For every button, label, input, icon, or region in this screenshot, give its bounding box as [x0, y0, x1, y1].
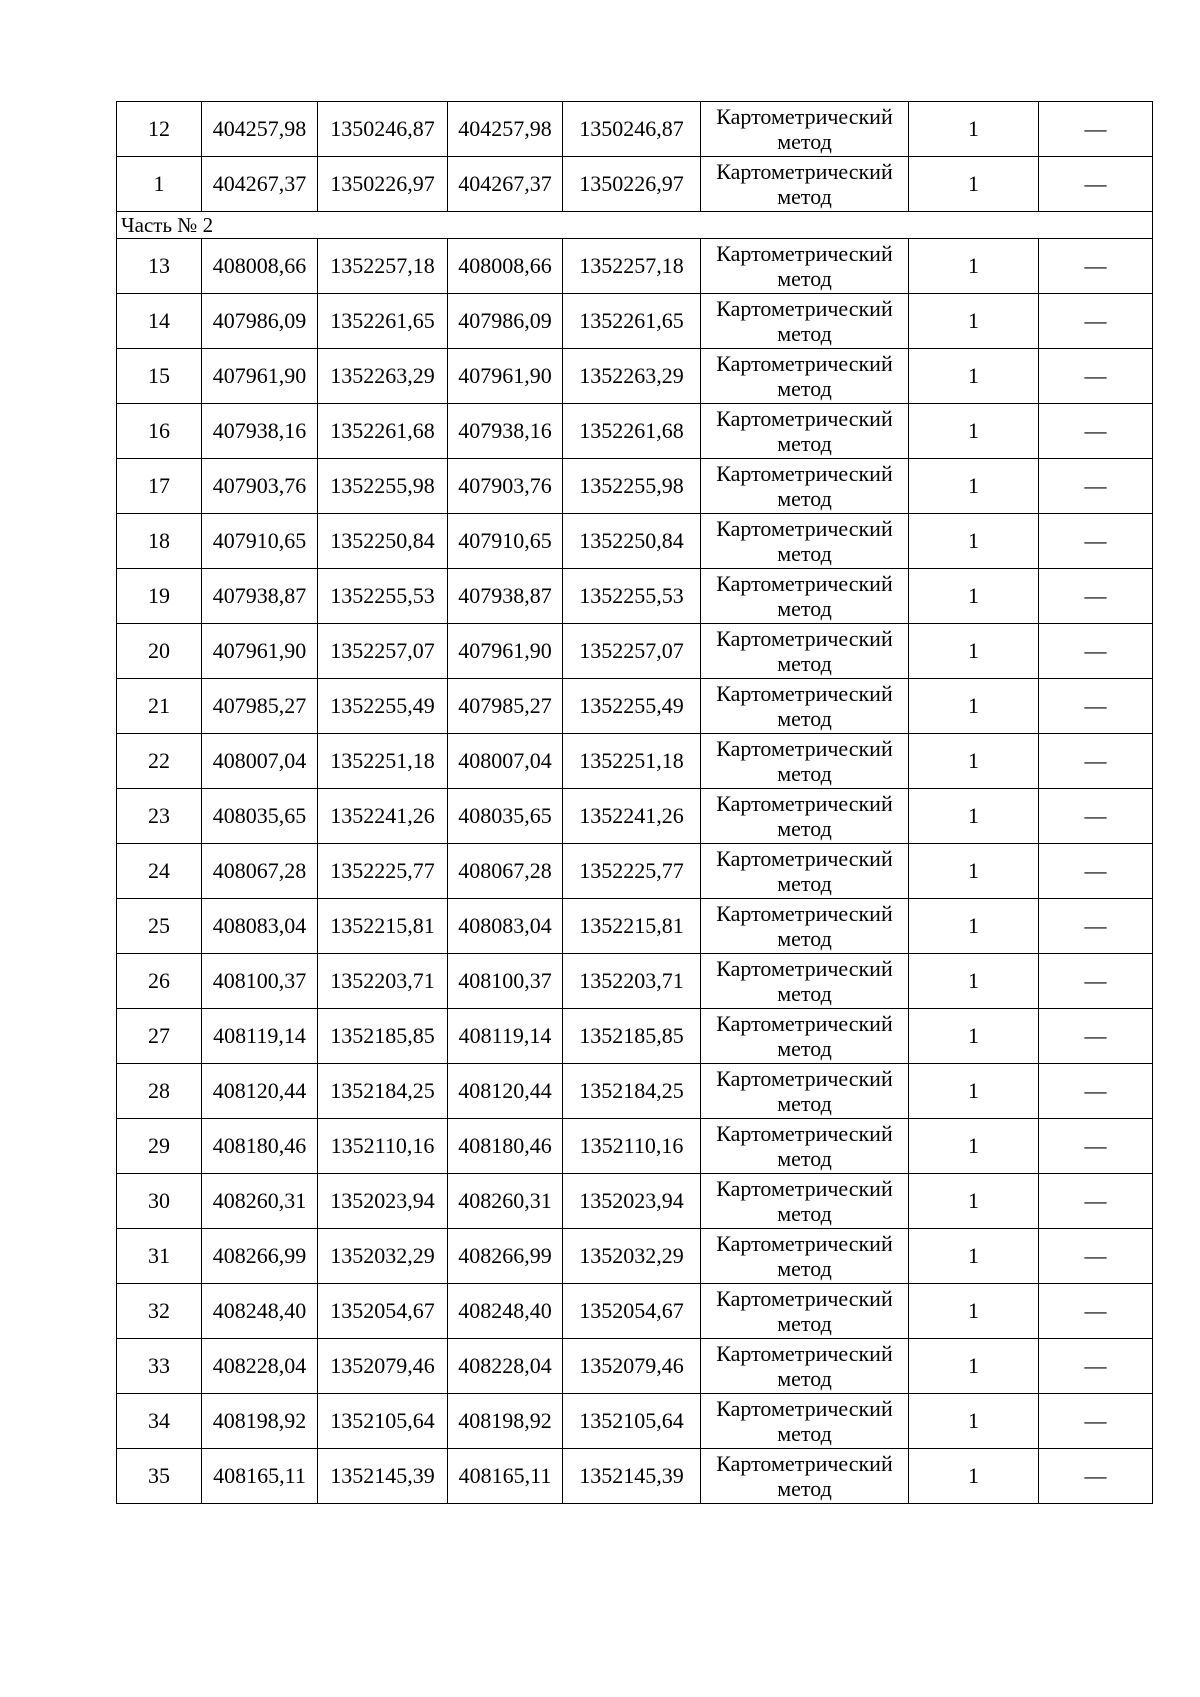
accuracy-cell: 1 [909, 294, 1039, 349]
accuracy-cell: 1 [909, 102, 1039, 157]
method-text-line: метод [777, 1421, 832, 1446]
point-number-cell: 19 [117, 569, 202, 624]
method-text-line: метод [777, 761, 832, 786]
x-existing-cell: 408266,99 [202, 1229, 318, 1284]
x-new-cell: 408260,31 [448, 1174, 563, 1229]
method-text-line: Картометрический [716, 1341, 893, 1366]
method-cell [701, 1229, 909, 1284]
description-cell: — [1039, 734, 1153, 789]
table-row [117, 1174, 1153, 1229]
accuracy-cell: 1 [909, 734, 1039, 789]
method-text-line: метод [777, 981, 832, 1006]
y-existing-cell: 1352241,26 [318, 789, 448, 844]
y-existing-cell: 1352261,68 [318, 404, 448, 459]
y-existing-cell: 1352023,94 [318, 1174, 448, 1229]
y-new-cell: 1352261,65 [563, 294, 701, 349]
description-cell: — [1039, 789, 1153, 844]
y-new-cell: 1352257,07 [563, 624, 701, 679]
method-text-line: метод [777, 596, 832, 621]
y-existing-cell: 1352079,46 [318, 1339, 448, 1394]
table-row [117, 954, 1153, 1009]
accuracy-cell: 1 [909, 1174, 1039, 1229]
x-existing-cell: 408007,04 [202, 734, 318, 789]
description-cell: — [1039, 624, 1153, 679]
accuracy-cell: 1 [909, 954, 1039, 1009]
description-cell: — [1039, 1339, 1153, 1394]
accuracy-cell: 1 [909, 1394, 1039, 1449]
x-new-cell: 408008,66 [448, 239, 563, 294]
x-existing-cell: 407961,90 [202, 349, 318, 404]
y-existing-cell: 1352257,18 [318, 239, 448, 294]
y-existing-cell: 1352184,25 [318, 1064, 448, 1119]
method-text-line: Картометрический [716, 1066, 893, 1091]
description-cell: — [1039, 679, 1153, 734]
point-number-cell: 22 [117, 734, 202, 789]
description-cell: — [1039, 157, 1153, 212]
method-text-line: метод [777, 871, 832, 896]
x-new-cell: 408266,99 [448, 1229, 563, 1284]
table-row [117, 294, 1153, 349]
y-new-cell: 1352105,64 [563, 1394, 701, 1449]
description-cell: — [1039, 294, 1153, 349]
method-text-line: метод [777, 129, 832, 154]
y-new-cell: 1352251,18 [563, 734, 701, 789]
method-text-line: Картометрический [716, 901, 893, 926]
y-existing-cell: 1350226,97 [318, 157, 448, 212]
table-row [117, 1449, 1153, 1504]
accuracy-cell: 1 [909, 349, 1039, 404]
y-new-cell: 1352185,85 [563, 1009, 701, 1064]
y-existing-cell: 1352215,81 [318, 899, 448, 954]
method-text-line: Картометрический [716, 1451, 893, 1476]
accuracy-cell: 1 [909, 1229, 1039, 1284]
y-new-cell: 1352032,29 [563, 1229, 701, 1284]
table-row [117, 789, 1153, 844]
method-cell [701, 349, 909, 404]
accuracy-cell: 1 [909, 899, 1039, 954]
point-number-cell: 26 [117, 954, 202, 1009]
description-cell: — [1039, 1449, 1153, 1504]
y-new-cell: 1352255,98 [563, 459, 701, 514]
method-text-line: Картометрический [716, 736, 893, 761]
method-cell [701, 514, 909, 569]
y-new-cell: 1352255,49 [563, 679, 701, 734]
method-text-line: Картометрический [716, 1286, 893, 1311]
table-row [117, 679, 1153, 734]
y-existing-cell: 1350246,87 [318, 102, 448, 157]
point-number-cell: 14 [117, 294, 202, 349]
description-cell: — [1039, 844, 1153, 899]
point-number-cell: 21 [117, 679, 202, 734]
x-new-cell: 408120,44 [448, 1064, 563, 1119]
method-text-line: метод [777, 541, 832, 566]
method-text-line: метод [777, 651, 832, 676]
accuracy-cell: 1 [909, 514, 1039, 569]
method-cell [701, 954, 909, 1009]
x-existing-cell: 407910,65 [202, 514, 318, 569]
method-cell [701, 1449, 909, 1504]
y-new-cell: 1352079,46 [563, 1339, 701, 1394]
method-cell [701, 789, 909, 844]
y-existing-cell: 1352203,71 [318, 954, 448, 1009]
point-number-cell: 1 [117, 157, 202, 212]
method-text-line: Картометрический [716, 1176, 893, 1201]
description-cell: — [1039, 1009, 1153, 1064]
x-existing-cell: 407986,09 [202, 294, 318, 349]
point-number-cell: 16 [117, 404, 202, 459]
point-number-cell: 27 [117, 1009, 202, 1064]
description-cell: — [1039, 102, 1153, 157]
method-text-line: Картометрический [716, 956, 893, 981]
y-existing-cell: 1352250,84 [318, 514, 448, 569]
section-header-row [117, 212, 1153, 239]
x-new-cell: 404267,37 [448, 157, 563, 212]
x-existing-cell: 408248,40 [202, 1284, 318, 1339]
method-text-line: метод [777, 1256, 832, 1281]
description-cell: — [1039, 1174, 1153, 1229]
description-cell: — [1039, 239, 1153, 294]
table-row [117, 1394, 1153, 1449]
method-cell [701, 1119, 909, 1174]
y-new-cell: 1352263,29 [563, 349, 701, 404]
accuracy-cell: 1 [909, 157, 1039, 212]
method-text-line: метод [777, 486, 832, 511]
table-row [117, 1229, 1153, 1284]
method-text-line: метод [777, 1311, 832, 1336]
point-number-cell: 28 [117, 1064, 202, 1119]
y-existing-cell: 1352255,49 [318, 679, 448, 734]
description-cell: — [1039, 349, 1153, 404]
table-row [117, 1284, 1153, 1339]
table-row [117, 1119, 1153, 1174]
x-existing-cell: 404257,98 [202, 102, 318, 157]
method-text-line: Картометрический [716, 1121, 893, 1146]
method-text-line: метод [777, 1476, 832, 1501]
method-text-line: Картометрический [716, 461, 893, 486]
method-cell [701, 102, 909, 157]
point-number-cell: 33 [117, 1339, 202, 1394]
method-cell [701, 157, 909, 212]
x-existing-cell: 408120,44 [202, 1064, 318, 1119]
x-new-cell: 408067,28 [448, 844, 563, 899]
method-text-line: метод [777, 1146, 832, 1171]
x-new-cell: 407985,27 [448, 679, 563, 734]
x-new-cell: 408248,40 [448, 1284, 563, 1339]
point-number-cell: 30 [117, 1174, 202, 1229]
point-number-cell: 29 [117, 1119, 202, 1174]
y-existing-cell: 1352257,07 [318, 624, 448, 679]
table-row [117, 1339, 1153, 1394]
table-row [117, 1064, 1153, 1119]
accuracy-cell: 1 [909, 1339, 1039, 1394]
x-existing-cell: 408035,65 [202, 789, 318, 844]
y-existing-cell: 1352225,77 [318, 844, 448, 899]
table-row [117, 1009, 1153, 1064]
y-new-cell: 1352184,25 [563, 1064, 701, 1119]
accuracy-cell: 1 [909, 1449, 1039, 1504]
method-text-line: Картометрический [716, 351, 893, 376]
x-existing-cell: 407903,76 [202, 459, 318, 514]
method-cell [701, 1009, 909, 1064]
method-text-line: Картометрический [716, 791, 893, 816]
y-existing-cell: 1352145,39 [318, 1449, 448, 1504]
table-row [117, 844, 1153, 899]
description-cell: — [1039, 459, 1153, 514]
method-text-line: Картометрический [716, 681, 893, 706]
x-new-cell: 407938,87 [448, 569, 563, 624]
method-cell [701, 734, 909, 789]
method-text-line: Картометрический [716, 516, 893, 541]
y-new-cell: 1352261,68 [563, 404, 701, 459]
y-existing-cell: 1352261,65 [318, 294, 448, 349]
x-existing-cell: 408165,11 [202, 1449, 318, 1504]
method-text-line: метод [777, 321, 832, 346]
x-existing-cell: 408119,14 [202, 1009, 318, 1064]
accuracy-cell: 1 [909, 1119, 1039, 1174]
y-new-cell: 1352241,26 [563, 789, 701, 844]
x-new-cell: 407938,16 [448, 404, 563, 459]
description-cell: — [1039, 404, 1153, 459]
table-row [117, 349, 1153, 404]
method-cell [701, 1339, 909, 1394]
table-row [117, 569, 1153, 624]
x-new-cell: 407961,90 [448, 349, 563, 404]
table-row [117, 899, 1153, 954]
y-new-cell: 1352255,53 [563, 569, 701, 624]
method-cell [701, 569, 909, 624]
point-number-cell: 31 [117, 1229, 202, 1284]
table-row [117, 239, 1153, 294]
y-existing-cell: 1352255,98 [318, 459, 448, 514]
x-new-cell: 407903,76 [448, 459, 563, 514]
method-cell [701, 294, 909, 349]
accuracy-cell: 1 [909, 239, 1039, 294]
method-text-line: метод [777, 266, 832, 291]
method-cell [701, 899, 909, 954]
x-new-cell: 407986,09 [448, 294, 563, 349]
y-new-cell: 1350226,97 [563, 157, 701, 212]
section-title: Часть № 2 [117, 212, 1153, 239]
method-text-line: метод [777, 431, 832, 456]
y-existing-cell: 1352251,18 [318, 734, 448, 789]
table-row [117, 157, 1153, 212]
x-new-cell: 408198,92 [448, 1394, 563, 1449]
method-text-line: Картометрический [716, 1396, 893, 1421]
x-existing-cell: 408067,28 [202, 844, 318, 899]
x-existing-cell: 407938,87 [202, 569, 318, 624]
x-existing-cell: 408008,66 [202, 239, 318, 294]
description-cell: — [1039, 1229, 1153, 1284]
y-existing-cell: 1352110,16 [318, 1119, 448, 1174]
method-text-line: Картометрический [716, 159, 893, 184]
x-existing-cell: 407938,16 [202, 404, 318, 459]
y-existing-cell: 1352054,67 [318, 1284, 448, 1339]
y-existing-cell: 1352263,29 [318, 349, 448, 404]
x-new-cell: 407961,90 [448, 624, 563, 679]
accuracy-cell: 1 [909, 624, 1039, 679]
accuracy-cell: 1 [909, 459, 1039, 514]
coordinates-table [116, 101, 1153, 1504]
method-cell [701, 844, 909, 899]
y-new-cell: 1352023,94 [563, 1174, 701, 1229]
method-cell [701, 1174, 909, 1229]
description-cell: — [1039, 1394, 1153, 1449]
method-text-line: Картометрический [716, 571, 893, 596]
accuracy-cell: 1 [909, 1009, 1039, 1064]
method-cell [701, 1064, 909, 1119]
method-text-line: метод [777, 376, 832, 401]
description-cell: — [1039, 1119, 1153, 1174]
method-text-line: Картометрический [716, 1011, 893, 1036]
method-cell [701, 239, 909, 294]
y-new-cell: 1352225,77 [563, 844, 701, 899]
x-new-cell: 408083,04 [448, 899, 563, 954]
point-number-cell: 24 [117, 844, 202, 899]
method-cell [701, 1394, 909, 1449]
x-new-cell: 408119,14 [448, 1009, 563, 1064]
method-cell [701, 404, 909, 459]
y-existing-cell: 1352032,29 [318, 1229, 448, 1284]
description-cell: — [1039, 1064, 1153, 1119]
method-text-line: метод [777, 1091, 832, 1116]
x-new-cell: 408228,04 [448, 1339, 563, 1394]
y-new-cell: 1352054,67 [563, 1284, 701, 1339]
method-text-line: метод [777, 1201, 832, 1226]
x-existing-cell: 408198,92 [202, 1394, 318, 1449]
x-existing-cell: 407961,90 [202, 624, 318, 679]
table-row [117, 102, 1153, 157]
point-number-cell: 18 [117, 514, 202, 569]
y-existing-cell: 1352105,64 [318, 1394, 448, 1449]
y-new-cell: 1352250,84 [563, 514, 701, 569]
point-number-cell: 34 [117, 1394, 202, 1449]
description-cell: — [1039, 569, 1153, 624]
method-text-line: Картометрический [716, 626, 893, 651]
coordinates-table-body [117, 102, 1153, 1504]
point-number-cell: 20 [117, 624, 202, 679]
x-existing-cell: 408100,37 [202, 954, 318, 1009]
y-new-cell: 1352215,81 [563, 899, 701, 954]
method-cell [701, 679, 909, 734]
y-new-cell: 1352257,18 [563, 239, 701, 294]
x-existing-cell: 408180,46 [202, 1119, 318, 1174]
x-existing-cell: 408228,04 [202, 1339, 318, 1394]
accuracy-cell: 1 [909, 1064, 1039, 1119]
x-new-cell: 408165,11 [448, 1449, 563, 1504]
method-cell [701, 624, 909, 679]
method-text-line: метод [777, 816, 832, 841]
x-existing-cell: 408083,04 [202, 899, 318, 954]
description-cell: — [1039, 899, 1153, 954]
x-new-cell: 407910,65 [448, 514, 563, 569]
table-row [117, 459, 1153, 514]
point-number-cell: 12 [117, 102, 202, 157]
method-text-line: Картометрический [716, 1231, 893, 1256]
table-row [117, 624, 1153, 679]
method-text-line: метод [777, 184, 832, 209]
method-text-line: метод [777, 926, 832, 951]
method-text-line: Картометрический [716, 241, 893, 266]
point-number-cell: 23 [117, 789, 202, 844]
point-number-cell: 13 [117, 239, 202, 294]
accuracy-cell: 1 [909, 679, 1039, 734]
description-cell: — [1039, 1284, 1153, 1339]
accuracy-cell: 1 [909, 789, 1039, 844]
x-existing-cell: 408260,31 [202, 1174, 318, 1229]
x-new-cell: 408035,65 [448, 789, 563, 844]
point-number-cell: 35 [117, 1449, 202, 1504]
y-new-cell: 1350246,87 [563, 102, 701, 157]
y-new-cell: 1352203,71 [563, 954, 701, 1009]
x-new-cell: 404257,98 [448, 102, 563, 157]
table-row [117, 404, 1153, 459]
method-text-line: Картометрический [716, 846, 893, 871]
point-number-cell: 17 [117, 459, 202, 514]
x-new-cell: 408180,46 [448, 1119, 563, 1174]
x-existing-cell: 404267,37 [202, 157, 318, 212]
method-cell [701, 1284, 909, 1339]
x-new-cell: 408100,37 [448, 954, 563, 1009]
y-existing-cell: 1352185,85 [318, 1009, 448, 1064]
method-cell [701, 459, 909, 514]
accuracy-cell: 1 [909, 569, 1039, 624]
y-existing-cell: 1352255,53 [318, 569, 448, 624]
method-text-line: метод [777, 706, 832, 731]
method-text-line: Картометрический [716, 296, 893, 321]
method-text-line: метод [777, 1366, 832, 1391]
point-number-cell: 32 [117, 1284, 202, 1339]
table-row [117, 514, 1153, 569]
method-text-line: метод [777, 1036, 832, 1061]
table-row [117, 734, 1153, 789]
x-new-cell: 408007,04 [448, 734, 563, 789]
method-text-line: Картометрический [716, 104, 893, 129]
accuracy-cell: 1 [909, 1284, 1039, 1339]
y-new-cell: 1352145,39 [563, 1449, 701, 1504]
y-new-cell: 1352110,16 [563, 1119, 701, 1174]
x-existing-cell: 407985,27 [202, 679, 318, 734]
point-number-cell: 25 [117, 899, 202, 954]
accuracy-cell: 1 [909, 404, 1039, 459]
description-cell: — [1039, 514, 1153, 569]
method-text-line: Картометрический [716, 406, 893, 431]
accuracy-cell: 1 [909, 844, 1039, 899]
point-number-cell: 15 [117, 349, 202, 404]
description-cell: — [1039, 954, 1153, 1009]
